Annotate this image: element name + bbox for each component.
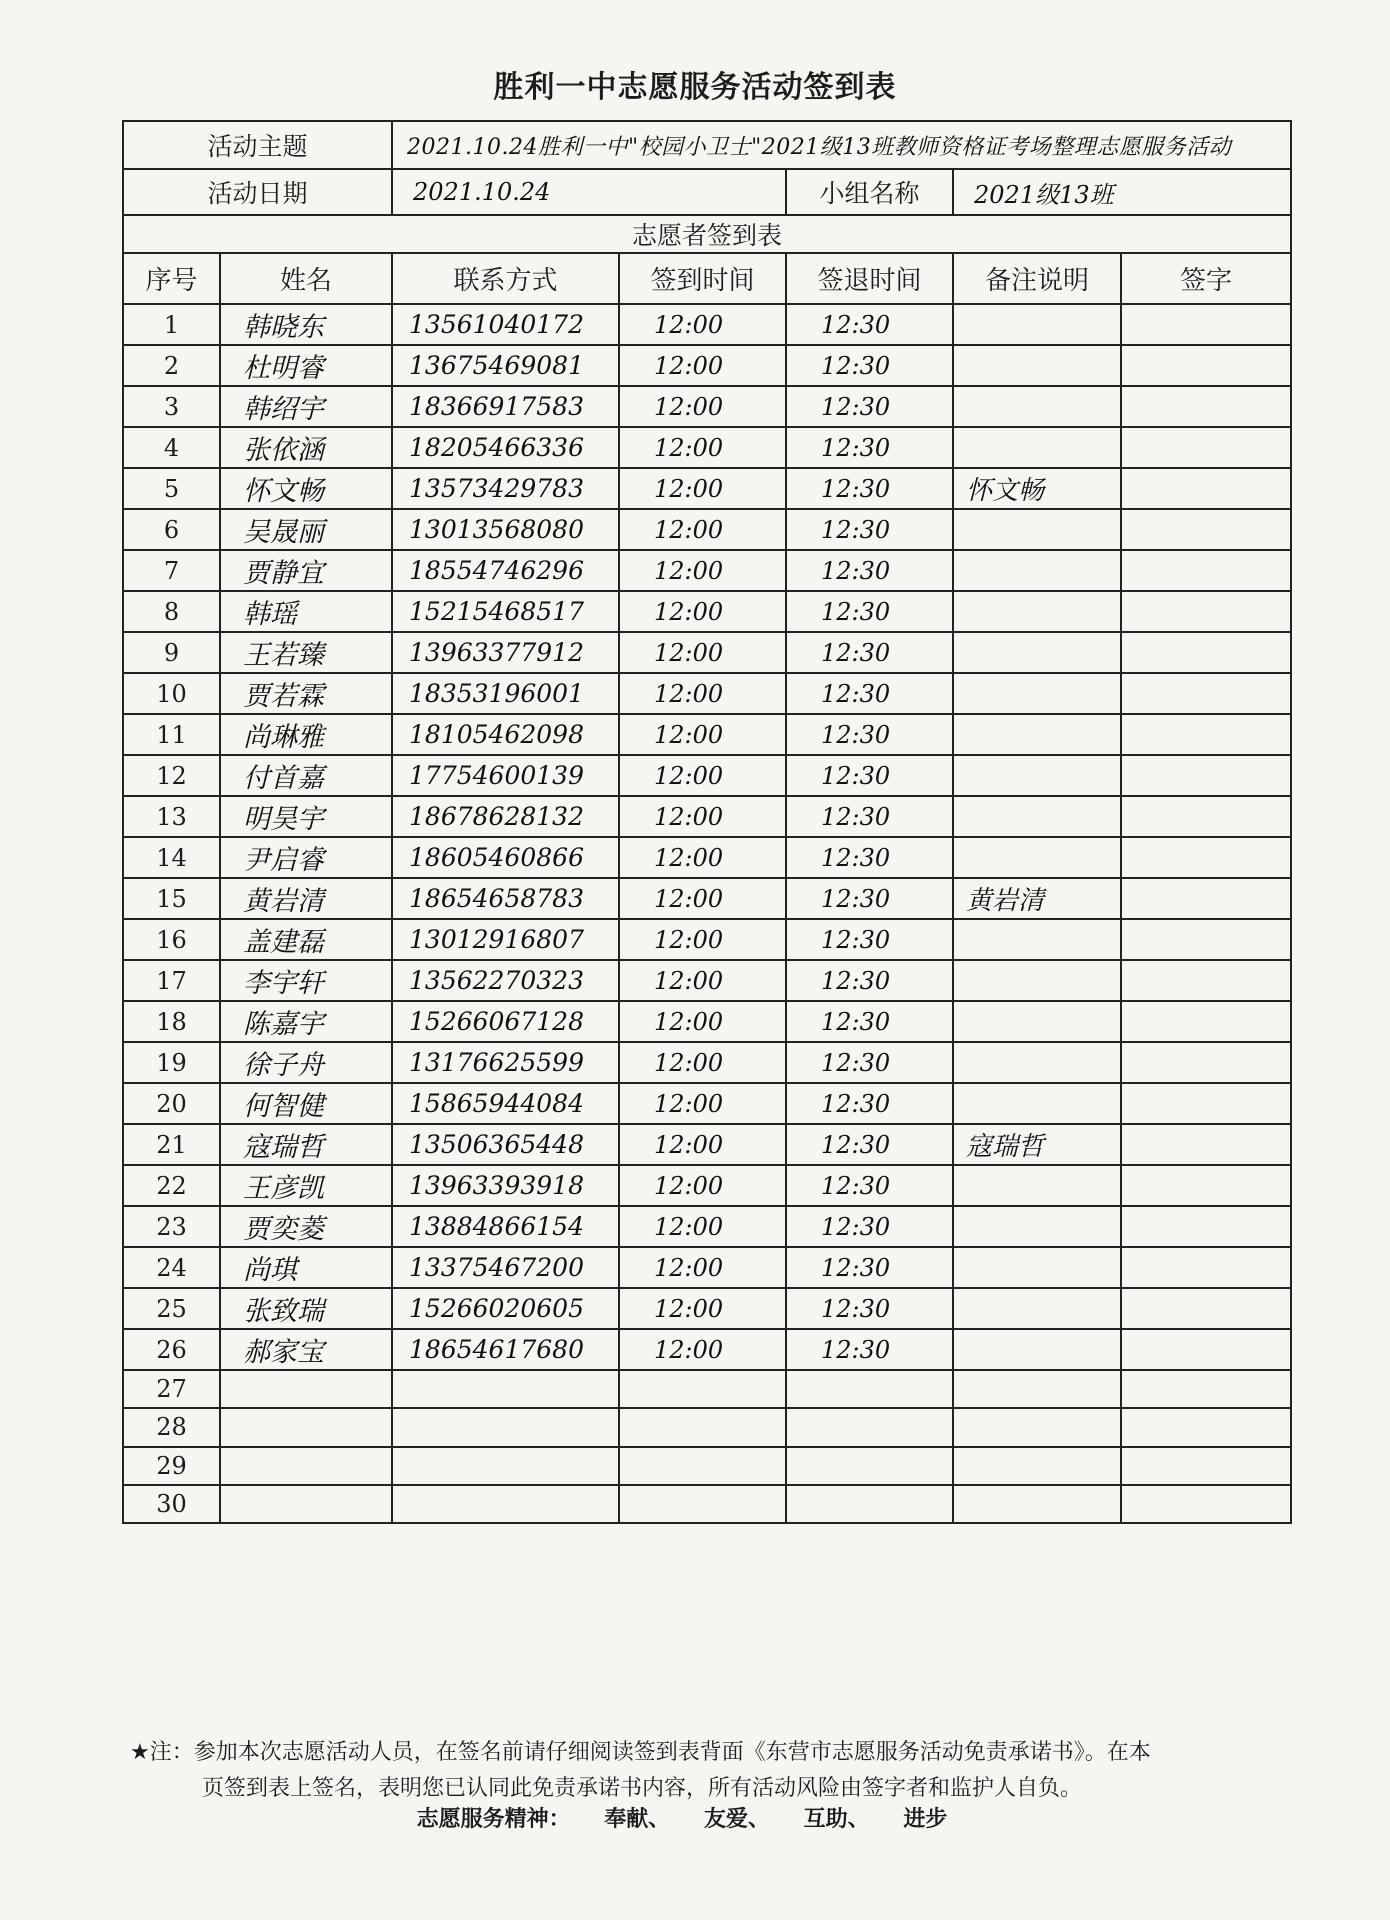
- row-phone: 13012916807: [392, 919, 619, 960]
- row-number: 23: [123, 1206, 220, 1247]
- row-remark: [953, 796, 1121, 837]
- row-sign-in-time: 12:00: [619, 1165, 786, 1206]
- row-sign-out-time: 12:30: [786, 714, 953, 755]
- row-signature: [1121, 427, 1291, 468]
- row-remark: [953, 960, 1121, 1001]
- column-header-name: 姓名: [220, 253, 392, 304]
- row-sign-in-time: 12:00: [619, 345, 786, 386]
- row-sign-out-time: 12:30: [786, 427, 953, 468]
- row-signature: [1121, 919, 1291, 960]
- row-sign-in-time: 12:00: [619, 919, 786, 960]
- row-phone: [392, 1408, 619, 1446]
- table-row: [123, 1165, 1291, 1206]
- row-name: [220, 1370, 392, 1408]
- spirit-value: 进步: [903, 1807, 948, 1832]
- row-sign-out-time: 12:30: [786, 386, 953, 427]
- table-row: [123, 427, 1291, 468]
- row-phone: [392, 1485, 619, 1523]
- row-number: 17: [123, 960, 220, 1001]
- row-sign-out-time: 12:30: [786, 1288, 953, 1329]
- row-remark: [953, 1206, 1121, 1247]
- row-phone: 13573429783: [392, 468, 619, 509]
- topic-row: [123, 121, 1291, 169]
- row-signature: [1121, 1165, 1291, 1206]
- row-name: 尚琪: [220, 1247, 392, 1288]
- row-number: 9: [123, 632, 220, 673]
- row-sign-out-time: 12:30: [786, 1042, 953, 1083]
- row-signature: [1121, 714, 1291, 755]
- spirit-value: 互助、: [803, 1807, 870, 1832]
- row-number: 16: [123, 919, 220, 960]
- row-sign-in-time: [619, 1447, 786, 1485]
- sign-in-sheet: [122, 120, 1292, 1524]
- section-title: 志愿者签到表: [123, 215, 1291, 253]
- row-signature: [1121, 837, 1291, 878]
- row-phone: [392, 1370, 619, 1408]
- row-phone: 13675469081: [392, 345, 619, 386]
- row-signature: [1121, 468, 1291, 509]
- table-row: [123, 509, 1291, 550]
- row-name: 尹启睿: [220, 837, 392, 878]
- table-row: [123, 755, 1291, 796]
- row-remark: [953, 386, 1121, 427]
- row-number: 12: [123, 755, 220, 796]
- row-number: 18: [123, 1001, 220, 1042]
- row-remark: [953, 427, 1121, 468]
- row-name: 尚琳雅: [220, 714, 392, 755]
- footnote: [130, 1735, 1280, 1807]
- row-name: 贾若霖: [220, 673, 392, 714]
- row-number: 26: [123, 1329, 220, 1370]
- row-sign-in-time: 12:00: [619, 1042, 786, 1083]
- row-phone: 13963393918: [392, 1165, 619, 1206]
- row-sign-out-time: 12:30: [786, 1247, 953, 1288]
- table-row: [123, 468, 1291, 509]
- row-number: 30: [123, 1485, 220, 1523]
- row-sign-in-time: 12:00: [619, 468, 786, 509]
- row-signature: [1121, 1042, 1291, 1083]
- row-name: [220, 1447, 392, 1485]
- row-sign-out-time: 12:30: [786, 550, 953, 591]
- row-remark: 黄岩清: [953, 878, 1121, 919]
- table-row: [123, 878, 1291, 919]
- row-remark: [953, 1370, 1121, 1408]
- row-signature: [1121, 386, 1291, 427]
- row-phone: 15266020605: [392, 1288, 619, 1329]
- row-name: 徐子舟: [220, 1042, 392, 1083]
- row-phone: 13506365448: [392, 1124, 619, 1165]
- row-sign-out-time: 12:30: [786, 304, 953, 345]
- column-header-remark: 备注说明: [953, 253, 1121, 304]
- row-sign-out-time: [786, 1447, 953, 1485]
- table-row: [123, 1288, 1291, 1329]
- row-remark: 怀文畅: [953, 468, 1121, 509]
- table-row: [123, 345, 1291, 386]
- row-remark: 寇瑞哲: [953, 1124, 1121, 1165]
- row-phone: 18654658783: [392, 878, 619, 919]
- row-name: 明昊宇: [220, 796, 392, 837]
- row-signature: [1121, 1370, 1291, 1408]
- row-sign-out-time: 12:30: [786, 878, 953, 919]
- row-phone: 18205466336: [392, 427, 619, 468]
- row-sign-out-time: 12:30: [786, 919, 953, 960]
- row-number: 6: [123, 509, 220, 550]
- row-remark: [953, 755, 1121, 796]
- row-name: 王若臻: [220, 632, 392, 673]
- row-sign-in-time: 12:00: [619, 1124, 786, 1165]
- row-phone: 13963377912: [392, 632, 619, 673]
- row-signature: [1121, 1485, 1291, 1523]
- row-remark: [953, 919, 1121, 960]
- row-signature: [1121, 1247, 1291, 1288]
- row-number: 8: [123, 591, 220, 632]
- row-sign-out-time: [786, 1485, 953, 1523]
- row-number: 13: [123, 796, 220, 837]
- row-remark: [953, 1247, 1121, 1288]
- row-signature: [1121, 1124, 1291, 1165]
- row-sign-out-time: 12:30: [786, 591, 953, 632]
- date-label: 活动日期: [123, 169, 392, 215]
- row-name: 付首嘉: [220, 755, 392, 796]
- row-name: 王彦凯: [220, 1165, 392, 1206]
- table-row: [123, 1083, 1291, 1124]
- table-row: [123, 550, 1291, 591]
- row-remark: [953, 1288, 1121, 1329]
- row-remark: [953, 1042, 1121, 1083]
- table-row: [123, 386, 1291, 427]
- row-number: 3: [123, 386, 220, 427]
- row-sign-out-time: 12:30: [786, 673, 953, 714]
- row-sign-in-time: 12:00: [619, 427, 786, 468]
- row-name: 李宇轩: [220, 960, 392, 1001]
- row-number: 28: [123, 1408, 220, 1446]
- row-sign-out-time: 12:30: [786, 796, 953, 837]
- topic-label: 活动主题: [123, 121, 392, 169]
- table-row: [123, 1329, 1291, 1370]
- row-sign-out-time: 12:30: [786, 837, 953, 878]
- table-row: [123, 1447, 1291, 1485]
- row-sign-in-time: 12:00: [619, 1206, 786, 1247]
- row-number: 25: [123, 1288, 220, 1329]
- table-row: [123, 632, 1291, 673]
- volunteer-spirit: [0, 1802, 1390, 1833]
- row-phone: 13562270323: [392, 960, 619, 1001]
- table-row: [123, 673, 1291, 714]
- row-remark: [953, 673, 1121, 714]
- section-row: [123, 215, 1291, 253]
- row-phone: 18554746296: [392, 550, 619, 591]
- row-name: 陈嘉宇: [220, 1001, 392, 1042]
- row-signature: [1121, 1408, 1291, 1446]
- column-header-signature: 签字: [1121, 253, 1291, 304]
- row-remark: [953, 1447, 1121, 1485]
- row-name: 张依涵: [220, 427, 392, 468]
- row-signature: [1121, 1083, 1291, 1124]
- row-name: 怀文畅: [220, 468, 392, 509]
- row-name: 杜明睿: [220, 345, 392, 386]
- row-signature: [1121, 1447, 1291, 1485]
- row-sign-out-time: 12:30: [786, 755, 953, 796]
- table-row: [123, 1001, 1291, 1042]
- row-sign-in-time: [619, 1485, 786, 1523]
- table-row: [123, 1408, 1291, 1446]
- row-sign-out-time: 12:30: [786, 1206, 953, 1247]
- row-signature: [1121, 632, 1291, 673]
- row-remark: [953, 1329, 1121, 1370]
- row-sign-out-time: 12:30: [786, 960, 953, 1001]
- row-sign-in-time: [619, 1370, 786, 1408]
- row-sign-out-time: 12:30: [786, 468, 953, 509]
- row-phone: 18678628132: [392, 796, 619, 837]
- row-number: 29: [123, 1447, 220, 1485]
- row-sign-in-time: 12:00: [619, 1329, 786, 1370]
- row-signature: [1121, 960, 1291, 1001]
- row-sign-in-time: 12:00: [619, 1247, 786, 1288]
- row-sign-out-time: 12:30: [786, 1124, 953, 1165]
- row-remark: [953, 837, 1121, 878]
- table-row: [123, 1485, 1291, 1523]
- row-phone: 13013568080: [392, 509, 619, 550]
- row-phone: 18605460866: [392, 837, 619, 878]
- row-signature: [1121, 591, 1291, 632]
- column-header-sign-in-time: 签到时间: [619, 253, 786, 304]
- row-remark: [953, 509, 1121, 550]
- row-phone: 15215468517: [392, 591, 619, 632]
- row-name: [220, 1485, 392, 1523]
- row-signature: [1121, 304, 1291, 345]
- row-remark: [953, 591, 1121, 632]
- row-signature: [1121, 1329, 1291, 1370]
- row-number: 22: [123, 1165, 220, 1206]
- row-phone: 13176625599: [392, 1042, 619, 1083]
- row-sign-out-time: 12:30: [786, 1329, 953, 1370]
- row-number: 10: [123, 673, 220, 714]
- row-remark: [953, 1083, 1121, 1124]
- row-remark: [953, 1485, 1121, 1523]
- column-header-no: 序号: [123, 253, 220, 304]
- column-header-row: [123, 253, 1291, 304]
- row-sign-in-time: 12:00: [619, 960, 786, 1001]
- row-sign-out-time: 12:30: [786, 1165, 953, 1206]
- row-sign-out-time: [786, 1370, 953, 1408]
- row-sign-in-time: 12:00: [619, 755, 786, 796]
- row-phone: 18105462098: [392, 714, 619, 755]
- row-sign-out-time: 12:30: [786, 345, 953, 386]
- row-number: 11: [123, 714, 220, 755]
- row-name: 韩瑶: [220, 591, 392, 632]
- row-number: 2: [123, 345, 220, 386]
- table-row: [123, 1370, 1291, 1408]
- row-signature: [1121, 1001, 1291, 1042]
- row-signature: [1121, 509, 1291, 550]
- row-name: 盖建磊: [220, 919, 392, 960]
- row-sign-in-time: 12:00: [619, 304, 786, 345]
- row-name: 贾静宜: [220, 550, 392, 591]
- row-signature: [1121, 878, 1291, 919]
- footnote-line-2: 页签到表上签名，表明您已认同此免责承诺书内容，所有活动风险由签字者和监护人自负。: [202, 1776, 1083, 1801]
- table-row: [123, 714, 1291, 755]
- row-sign-in-time: 12:00: [619, 632, 786, 673]
- row-remark: [953, 1165, 1121, 1206]
- row-name: 何智健: [220, 1083, 392, 1124]
- row-number: 4: [123, 427, 220, 468]
- row-phone: [392, 1447, 619, 1485]
- column-header-phone: 联系方式: [392, 253, 619, 304]
- row-name: 张致瑞: [220, 1288, 392, 1329]
- row-remark: [953, 714, 1121, 755]
- table-row: [123, 1247, 1291, 1288]
- row-sign-out-time: 12:30: [786, 1001, 953, 1042]
- group-label: 小组名称: [786, 169, 953, 215]
- row-remark: [953, 632, 1121, 673]
- row-signature: [1121, 345, 1291, 386]
- row-signature: [1121, 1206, 1291, 1247]
- page-title: 胜利一中志愿服务活动签到表: [493, 70, 897, 105]
- row-sign-in-time: 12:00: [619, 550, 786, 591]
- table-row: [123, 960, 1291, 1001]
- row-phone: 13375467200: [392, 1247, 619, 1288]
- date-value: 2021.10.24: [392, 169, 786, 215]
- row-number: 14: [123, 837, 220, 878]
- table-row: [123, 837, 1291, 878]
- row-remark: [953, 304, 1121, 345]
- row-sign-out-time: [786, 1408, 953, 1446]
- row-sign-in-time: 12:00: [619, 673, 786, 714]
- row-signature: [1121, 673, 1291, 714]
- table-row: [123, 1206, 1291, 1247]
- row-phone: 13561040172: [392, 304, 619, 345]
- row-signature: [1121, 755, 1291, 796]
- table-row: [123, 591, 1291, 632]
- row-name: 寇瑞哲: [220, 1124, 392, 1165]
- table-row: [123, 796, 1291, 837]
- row-name: 郝家宝: [220, 1329, 392, 1370]
- row-name: 韩晓东: [220, 304, 392, 345]
- row-phone: 17754600139: [392, 755, 619, 796]
- row-remark: [953, 1001, 1121, 1042]
- row-sign-in-time: 12:00: [619, 796, 786, 837]
- table-row: [123, 1124, 1291, 1165]
- row-remark: [953, 550, 1121, 591]
- column-header-sign-out-time: 签退时间: [786, 253, 953, 304]
- table-row: [123, 304, 1291, 345]
- row-number: 5: [123, 468, 220, 509]
- spirit-value: 友爱、: [703, 1807, 770, 1832]
- row-sign-in-time: 12:00: [619, 1288, 786, 1329]
- row-name: 韩绍宇: [220, 386, 392, 427]
- row-phone: 15865944084: [392, 1083, 619, 1124]
- row-phone: 15266067128: [392, 1001, 619, 1042]
- row-sign-in-time: 12:00: [619, 386, 786, 427]
- row-number: 15: [123, 878, 220, 919]
- row-phone: 18353196001: [392, 673, 619, 714]
- row-number: 21: [123, 1124, 220, 1165]
- spirit-label: 志愿服务精神：: [416, 1807, 571, 1832]
- row-number: 7: [123, 550, 220, 591]
- row-number: 19: [123, 1042, 220, 1083]
- row-name: [220, 1408, 392, 1446]
- row-sign-in-time: 12:00: [619, 714, 786, 755]
- row-remark: [953, 345, 1121, 386]
- row-sign-out-time: 12:30: [786, 509, 953, 550]
- row-sign-in-time: 12:00: [619, 591, 786, 632]
- topic-value: 2021.10.24胜利一中"校园小卫士"2021级13班教师资格证考场整理志愿服务活动: [392, 121, 1291, 169]
- spirit-value: 奉献、: [604, 1807, 671, 1832]
- row-sign-in-time: 12:00: [619, 509, 786, 550]
- row-number: 24: [123, 1247, 220, 1288]
- row-sign-in-time: 12:00: [619, 878, 786, 919]
- row-number: 27: [123, 1370, 220, 1408]
- row-number: 20: [123, 1083, 220, 1124]
- row-sign-in-time: 12:00: [619, 1083, 786, 1124]
- row-phone: 18654617680: [392, 1329, 619, 1370]
- footnote-line-1: ★注：参加本次志愿活动人员，在签名前请仔细阅读签到表背面《东营市志愿服务活动免责承诺书》。在本: [130, 1740, 1151, 1765]
- row-name: 黄岩清: [220, 878, 392, 919]
- row-number: 1: [123, 304, 220, 345]
- row-phone: 13884866154: [392, 1206, 619, 1247]
- row-signature: [1121, 550, 1291, 591]
- row-signature: [1121, 1288, 1291, 1329]
- group-value: 2021级13班: [953, 169, 1291, 215]
- row-name: 贾奕菱: [220, 1206, 392, 1247]
- table-row: [123, 1042, 1291, 1083]
- row-sign-in-time: 12:00: [619, 1001, 786, 1042]
- row-name: 吴晟丽: [220, 509, 392, 550]
- table-row: [123, 919, 1291, 960]
- row-sign-out-time: 12:30: [786, 632, 953, 673]
- row-sign-in-time: 12:00: [619, 837, 786, 878]
- row-remark: [953, 1408, 1121, 1446]
- date-row: [123, 169, 1291, 215]
- row-sign-out-time: 12:30: [786, 1083, 953, 1124]
- row-signature: [1121, 796, 1291, 837]
- row-phone: 18366917583: [392, 386, 619, 427]
- row-sign-in-time: [619, 1408, 786, 1446]
